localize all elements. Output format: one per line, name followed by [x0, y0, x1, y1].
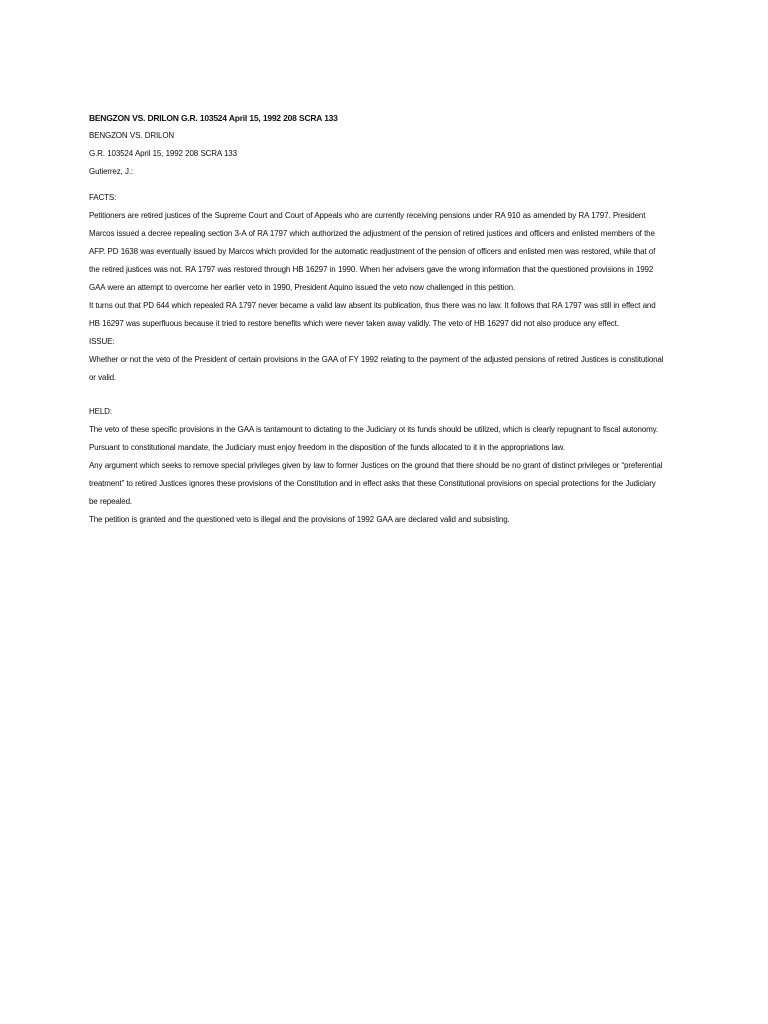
issue-text: Whether or not the veto of the President of certain provisions in the GAA of FY 1992 relating to the payment of the adjusted pensions of retired Justices is constitutional or valid. [89, 355, 664, 382]
facts-paragraph: Petitioners are retired justices of the Supreme Court and Court of Appeals who are currently receiving pensions under RA 910 as amended by RA 1797. President Marcos issued a decree repealing section 3-A of RA 1797 which authorized the adjustment of the pension of retired justices and officers and enlisted members of the AFP. PD 1638 was eventually issued by Marcos which provided for the automatic readjustment of the pension of officers and enlisted men was restored, while that of the retired justices was not. RA 1797 was restored through HB 16297 in 1990. When her advisers gave the wrong information that the questioned provisions in 1992 GAA were an attempt to overcome her earlier veto in 1990, President Aquino issued the veto now challenged in this petition. [89, 211, 656, 292]
held-paragraph: Any argument which seeks to remove special privileges given by law to former Justices on the ground that there should be no grant of distinct privileges or “preferential treatment” to retired Justices ignores these provisions of the Constitution and in effect asks that these Constitutional provisions on special protections for the Judiciary be repealed. [89, 461, 663, 506]
held-paragraph: The veto of these specific provisions in the GAA is tantamount to dictating to the Judiciary ot its funds should be utilized, which is clearly repugnant to fiscal autonomy. Pursuant to constitutional mandate, the Judiciary must enjoy freedom in the disposition of the funds allocated to it in the appropriations law. [89, 425, 658, 452]
document-body [89, 109, 664, 529]
case-name: BENGZON VS. DRILON [89, 131, 175, 140]
facts-paragraph: It turns out that PD 644 which repealed RA 1797 never became a valid law absent its publication, thus there was no law. It follows that RA 1797 was still in effect and HB 16297 was superfluous because it tried to restore benefits which were never taken away validly. The veto of HB 16297 did not also produce any effect. [89, 301, 656, 328]
issue-heading: ISSUE: [89, 337, 115, 346]
held-heading: HELD: [89, 407, 112, 416]
ponente: Gutierrez, J.: [89, 167, 133, 176]
held-paragraph: The petition is granted and the questioned veto is illegal and the provisions of 1992 GAA are declared valid and subsisting. [89, 515, 510, 524]
document-title: BENGZON VS. DRILON G.R. 103524 April 15, 1992 208 SCRA 133 [89, 113, 338, 123]
spacer [89, 387, 664, 403]
case-citation: G.R. 103524 April 15, 1992 208 SCRA 133 [89, 149, 237, 158]
spacer [89, 181, 664, 189]
facts-heading: FACTS: [89, 193, 117, 202]
